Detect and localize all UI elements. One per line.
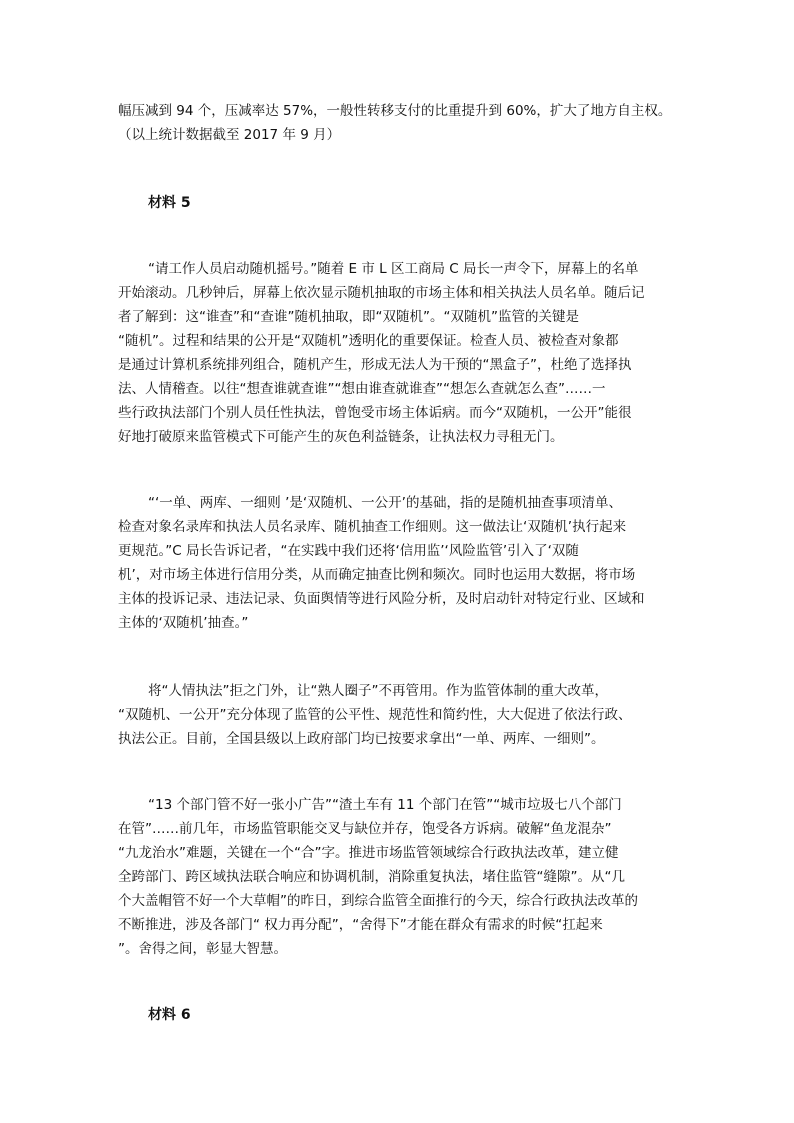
para2-line-6: 主体的‘双随机’抽查。” — [118, 615, 249, 631]
para4-line-4: 全跨部门、跨区域执法联合响应和协调机制，消除重复执法，堵住监管“缝隙”。从“几 — [118, 869, 625, 885]
material-5-heading: 材料 5 — [148, 195, 191, 211]
para2-line-1: “‘一单、两库、一细则 ’是‘双随机、一公开’的基础，指的是随机抽查事项清单、 — [148, 495, 622, 511]
para3-line-1: 将“人情执法”拒之门外，让“熟人圈子”不再管用。作为监管体制的重大改革， — [148, 683, 608, 699]
para1-line-2: 开始滚动。几秒钟后，屏幕上依次显示随机抽取的市场主体和相关执法人员名单。随后记 — [118, 285, 645, 301]
para3-line-2: “双随机、一公开”充分体现了监管的公平性、规范性和简约性，大大促进了依法行政、 — [118, 707, 632, 723]
para2-line-4: 机’，对市场主体进行信用分类，从而确定抽查比例和频次。同时也运用大数据，将市场 — [118, 567, 636, 583]
para4-line-3: “九龙治水”难题，关键在一个“合”字。推进市场监管领域综合行政执法改革，建立健 — [118, 845, 619, 861]
intro-line-1: 幅压减到 94 个，压减率达 57%，一般性转移支付的比重提升到 60%，扩大了地方自主权。 — [118, 103, 672, 119]
para4-line-6: 不断推进，涉及各部门“ 权力再分配”，“舍得下”才能在群众有需求的时候“扛起来 — [118, 917, 603, 933]
para2-line-5: 主体的投诉记录、违法记录、负面舆情等进行风险分析，及时启动针对特定行业、区域和 — [118, 591, 645, 607]
para1-line-7: 些行政执法部门个别人员任性执法，曾饱受市场主体诟病。而今“双随机，一公开”能很 — [118, 405, 632, 421]
para1-line-1: “请工作人员启动随机摇号。”随着 E 市 L 区工商局 C 局长一声令下，屏幕上的名单 — [148, 261, 639, 277]
para4-line-2: 在管”……前几年，市场监管职能交叉与缺位并存，饱受各方诉病。破解“鱼龙混杂” — [118, 821, 612, 837]
intro-line-2: （以上统计数据截至 2017 年 9 月） — [118, 127, 341, 143]
para4-line-7: ”。舍得之间，彰显大智慧。 — [118, 941, 287, 957]
para4-line-1: “13 个部门管不好一张小广告”“渣土车有 11 个部门在管”“城市垃圾七八个部门 — [148, 797, 622, 813]
para3-line-3: 执法公正。目前，全国县级以上政府部门均已按要求拿出“一单、两库、一细则”。 — [118, 731, 605, 747]
material-6-heading: 材料 6 — [148, 1007, 191, 1023]
para2-line-2: 检查对象名录库和执法人员名录库、随机抽查工作细则。这一做法让‘双随机’执行起来 — [118, 519, 627, 535]
para4-line-5: 个大盖帽管不好一个大草帽”的昨日，到综合监管全面推行的今天，综合行政执法改革的 — [118, 893, 638, 909]
para1-line-3: 者了解到：这“谁查”和“查谁”随机抽取，即“双随机”。“双随机”监管的关键是 — [118, 309, 579, 325]
para1-line-5: 是通过计算机系统排列组合，随机产生，形成无法人为干预的“黑盒子”，杜绝了选择执 — [118, 357, 632, 373]
para2-line-3: 更规范。”C 局长告诉记者，“在实践中我们还将‘信用监’‘风险监管’引入了‘双随 — [118, 543, 579, 559]
para1-line-6: 法、人情稽查。以往“想查谁就查谁”“想由谁查就谁查”“想怎么查就怎么查”……一 — [118, 381, 606, 397]
para1-line-8: 好地打破原来监管模式下可能产生的灰色利益链条，让执法权力寻租无门。 — [118, 429, 564, 445]
para1-line-4: “随机”。过程和结果的公开是“双随机”透明化的重要保证。检查人员、被检查对象都 — [118, 333, 619, 349]
